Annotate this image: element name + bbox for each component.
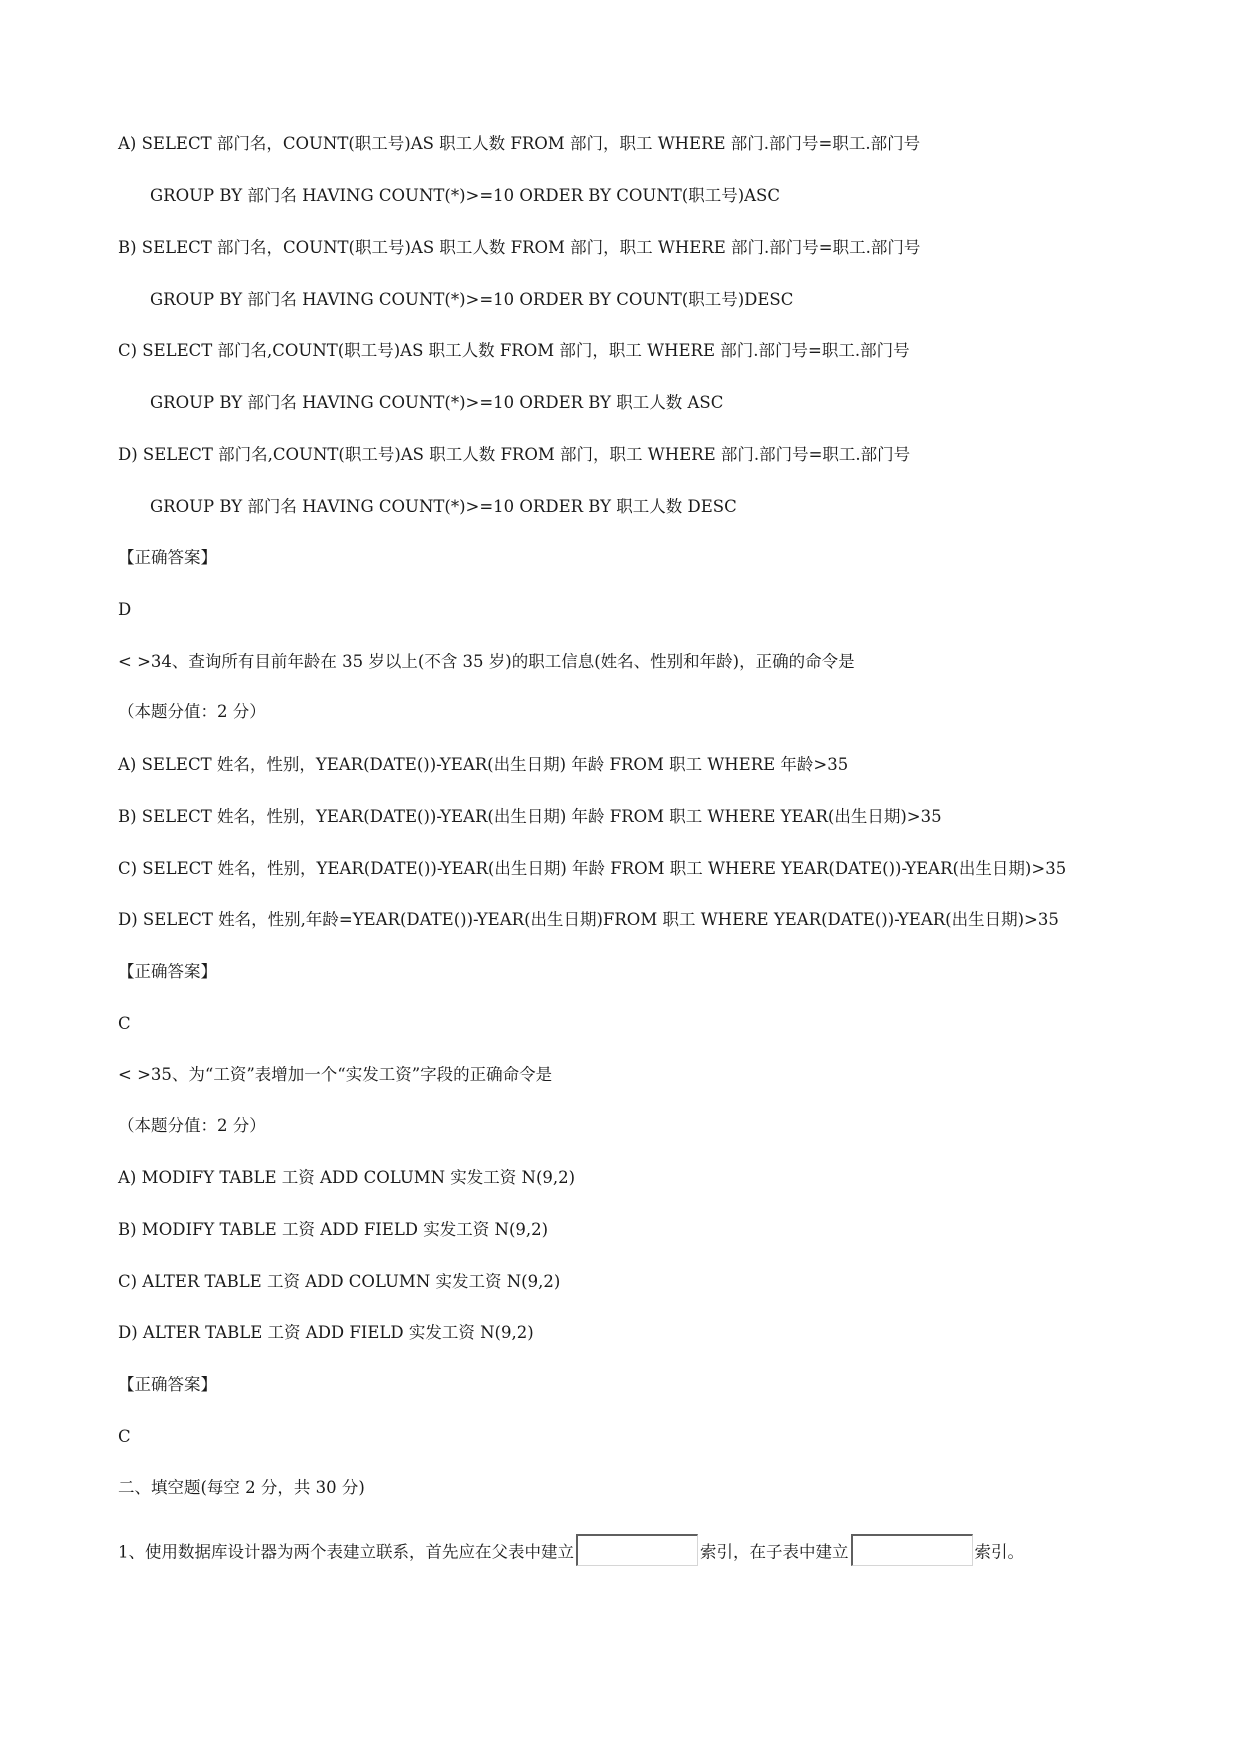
q35-option-c: C) ALTER TABLE 工资 ADD COLUMN 实发工资 N(9,2) <box>118 1272 561 1291</box>
q33-option-a-line2: GROUP BY 部门名 HAVING COUNT(*)>=10 ORDER BY COUNT(职工号)ASC <box>150 186 780 205</box>
q35-answer: C <box>118 1427 131 1446</box>
q35-answer-label: 【正确答案】 <box>118 1375 217 1394</box>
fill-in-blank-1[interactable] <box>576 1534 698 1566</box>
q33-option-b-line1: B) SELECT 部门名，COUNT(职工号)AS 职工人数 FROM 部门，职工 WHERE 部门.部门号=职工.部门号 <box>118 238 921 257</box>
q33-answer-label: 【正确答案】 <box>118 548 217 567</box>
q34-answer: C <box>118 1014 131 1033</box>
q34-option-b: B) SELECT 姓名，性别，YEAR(DATE())-YEAR(出生日期) 年龄 FROM 职工 WHERE YEAR(出生日期)>35 <box>118 807 942 826</box>
section2-heading: 二、填空题(每空 2 分，共 30 分) <box>118 1478 365 1497</box>
fill-in-q1-text-1: 1、使用数据库设计器为两个表建立联系，首先应在父表中建立 <box>118 1542 574 1562</box>
q34-option-a: A) SELECT 姓名，性别，YEAR(DATE())-YEAR(出生日期) 年龄 FROM 职工 WHERE 年龄>35 <box>118 755 849 774</box>
fill-in-q1-text-2: 索引，在子表中建立 <box>700 1542 849 1562</box>
q35-score: （本题分值：2 分） <box>118 1116 266 1135</box>
q35-option-a: A) MODIFY TABLE 工资 ADD COLUMN 实发工资 N(9,2) <box>118 1168 576 1187</box>
q33-option-b-line2: GROUP BY 部门名 HAVING COUNT(*)>=10 ORDER BY COUNT(职工号)DESC <box>150 290 794 309</box>
q33-option-c-line2: GROUP BY 部门名 HAVING COUNT(*)>=10 ORDER BY 职工人数 ASC <box>150 393 724 412</box>
q33-answer: D <box>118 600 132 619</box>
q35-option-d: D) ALTER TABLE 工资 ADD FIELD 实发工资 N(9,2) <box>118 1323 534 1342</box>
q33-option-c-line1: C) SELECT 部门名,COUNT(职工号)AS 职工人数 FROM 部门，职工 WHERE 部门.部门号=职工.部门号 <box>118 341 910 360</box>
q34-answer-label: 【正确答案】 <box>118 962 217 981</box>
q33-option-a-line1: A) SELECT 部门名，COUNT(职工号)AS 职工人数 FROM 部门，职工 WHERE 部门.部门号=职工.部门号 <box>118 134 921 153</box>
fill-in-q1-text-3: 索引。 <box>974 1542 1024 1562</box>
q34-question: < >34、查询所有目前年龄在 35 岁以上(不含 35 岁)的职工信息(姓名、性别和年龄)，正确的命令是 <box>118 652 855 671</box>
q33-option-d-line2: GROUP BY 部门名 HAVING COUNT(*)>=10 ORDER BY 职工人数 DESC <box>150 497 737 516</box>
q34-option-d: D) SELECT 姓名，性别,年龄=YEAR(DATE())-YEAR(出生日期)FROM 职工 WHERE YEAR(DATE())-YEAR(出生日期)>35 <box>118 910 1059 929</box>
fill-in-question-1 <box>118 1540 1024 1562</box>
q34-option-c: C) SELECT 姓名，性别，YEAR(DATE())-YEAR(出生日期) 年龄 FROM 职工 WHERE YEAR(DATE())-YEAR(出生日期)>35 <box>118 859 1067 878</box>
q34-score: （本题分值：2 分） <box>118 702 266 721</box>
q33-option-d-line1: D) SELECT 部门名,COUNT(职工号)AS 职工人数 FROM 部门，职工 WHERE 部门.部门号=职工.部门号 <box>118 445 911 464</box>
fill-in-blank-2[interactable] <box>851 1534 973 1566</box>
q35-question: < >35、为“工资”表增加一个“实发工资”字段的正确命令是 <box>118 1065 553 1084</box>
q35-option-b: B) MODIFY TABLE 工资 ADD FIELD 实发工资 N(9,2) <box>118 1220 549 1239</box>
